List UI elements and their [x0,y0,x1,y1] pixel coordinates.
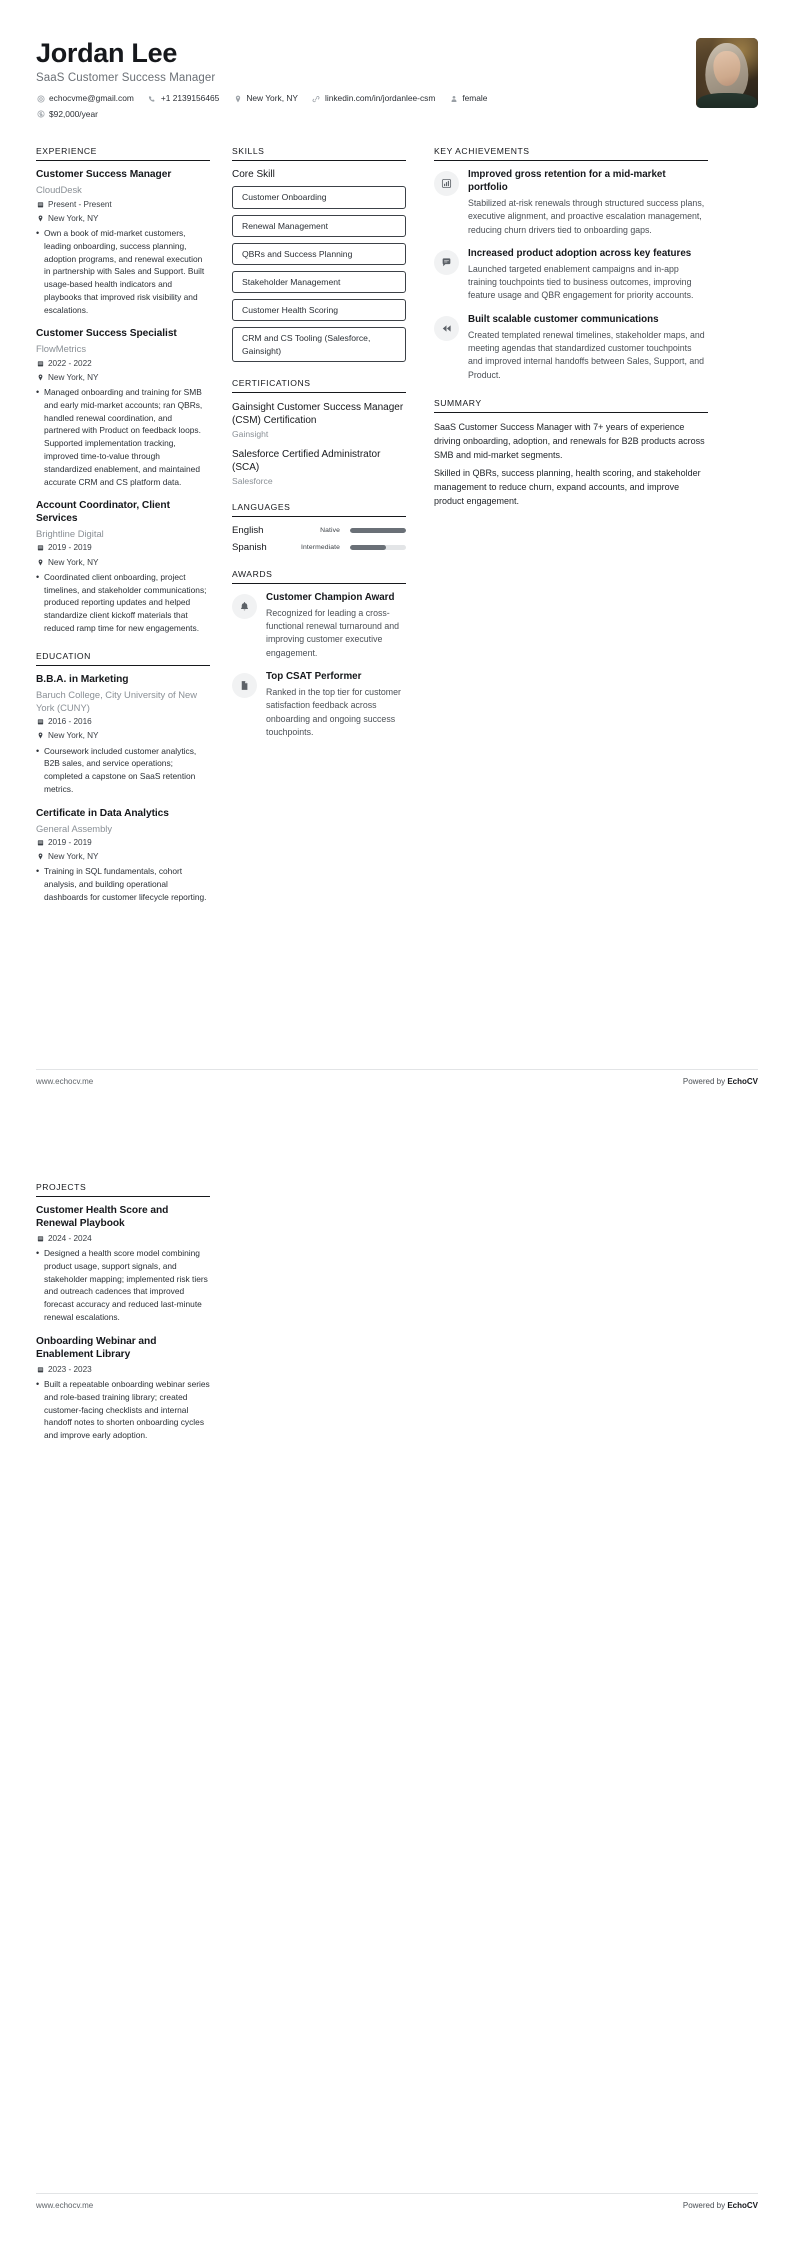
experience-location-text: New York, NY [48,372,99,382]
skill-tag[interactable]: Customer Onboarding [232,186,406,208]
resume-columns [36,146,758,919]
contact-linkedin[interactable] [312,92,435,105]
section-awards [232,569,406,739]
footer-website[interactable]: www.echocv.me [36,2201,94,2210]
language-level: Native [320,526,340,534]
experience-dates-text: 2022 - 2022 [48,358,92,368]
experience-title: Customer Success Specialist [36,328,177,340]
contact-location [233,92,298,105]
candidate-name: Jordan Lee [36,38,178,68]
contact-salary-text: $92,000/year [49,108,98,119]
education-entry [36,808,210,904]
experience-entry [36,500,210,634]
certification-item [232,448,406,486]
footer-powered-prefix: Powered by [682,2201,728,2210]
bullet-text: Managed onboarding and training for SMB and early mid-market accounts; ran QBRs, handled renewal coordination, and partnered with Product on feedback loops. Supported implementation tracking, improved time-to-value through standardized enablement, and maintained accurate CRM and CS platform data. [44,387,203,487]
experience-dates [36,357,210,370]
section-experience [36,146,210,634]
certification-issuer: Salesforce [232,475,273,486]
calendar-icon [36,718,44,726]
project-dates [36,1232,210,1245]
page-footer [36,1069,758,1086]
section-title-awards: AWARDS [232,568,273,579]
person-icon [449,94,458,103]
calendar-icon [36,1365,44,1373]
education-org: General Assembly [36,822,113,834]
location-icon [36,732,44,740]
rewind-icon [434,316,459,341]
language-name: Spanish [232,541,267,553]
experience-dates-text: 2019 - 2019 [48,543,92,553]
avatar [696,38,758,108]
experience-bullets [36,227,210,316]
project-bullets [36,1378,210,1442]
section-rule [232,516,406,517]
bullet-item [36,1378,210,1442]
contact-location-text: New York, NY [246,93,298,104]
education-dates-text: 2019 - 2019 [48,837,92,847]
experience-entry [36,328,210,488]
bar-chart-icon [434,171,459,196]
section-title-key-achievements: KEY ACHIEVEMENTS [434,146,530,157]
experience-org: FlowMetrics [36,343,87,355]
contact-email-text: echocvme@gmail.com [49,93,134,104]
section-title-education: EDUCATION [36,650,91,661]
achievement-description: Created templated renewal timelines, stakeholder maps, and meeting agendas that standardized customer touchpoints and improved internal handoffs between Sales, Support, and Product. [468,329,705,380]
skill-group-title: Core Skill [232,169,275,181]
section-title-certifications: CERTIFICATIONS [232,377,311,388]
experience-location-text: New York, NY [48,213,99,223]
education-org: Baruch College, City University of New York (CUNY) [36,688,197,713]
calendar-icon [36,1235,44,1243]
project-title: Onboarding Webinar and Enablement Library [36,1335,157,1360]
bullet-item [36,571,210,635]
resume-page-1 [0,0,794,1122]
experience-dates [36,198,210,211]
experience-org: Brightline Digital [36,528,104,540]
bullet-dot: • [36,571,40,582]
document-icon [232,673,257,698]
bullet-text: Coordinated client onboarding, project timelines, and stakeholder communications; produced reporting updates and helped standardize client kickoff materials that reduced ramp time for new engagements. [44,571,207,633]
experience-org: CloudDesk [36,184,82,196]
bullet-text: Own a book of mid-market customers, leading onboarding, success planning, adoption programs, and renewal execution in partnership with Sales and Support. Built usage-based health indicators and playbooks that improved risk visibility and escalations. [44,228,205,315]
contact-list [36,92,556,120]
project-bullets [36,1247,210,1324]
section-rule [232,160,406,161]
contact-gender [449,92,487,105]
award-title: Customer Champion Award [266,591,395,603]
summary-paragraph: Skilled in QBRs, success planning, health scoring, and stakeholder management to reduce churn, expand accounts, and improve product engagement. [434,468,701,506]
experience-dates-text: Present - Present [48,199,112,209]
section-rule [36,160,210,161]
achievement-title: Built scalable customer communications [468,313,659,325]
contact-linkedin-text: linkedin.com/in/jordanlee-csm [324,93,436,104]
skill-tag[interactable]: Stakeholder Management [232,271,406,293]
bullet-dot: • [36,1248,40,1259]
award-description: Recognized for leading a cross-functional renewal turnaround and improving customer executive engagement. [266,607,400,658]
experience-location [36,212,210,225]
phone-icon [148,94,157,103]
bullet-text: Built a repeatable onboarding webinar series and role-based training library; created customer-facing checklists and internal handoff notes to shorten onboarding cycles and improve early adoption. [44,1378,210,1441]
bullet-item [36,865,210,903]
location-icon [36,214,44,222]
link-icon [312,94,321,103]
contact-phone[interactable] [148,92,219,105]
award-item [232,671,406,739]
experience-bullets [36,386,210,488]
salary-icon [36,110,45,119]
location-icon [36,558,44,566]
award-item [232,592,406,660]
achievement-description: Launched targeted enablement campaigns and in-app training touchpoints tied to business outcomes, improving feature usage and QBR engagement for priority accounts. [468,263,694,301]
award-title: Top CSAT Performer [266,671,362,683]
bullet-text: Training in SQL fundamentals, cohort analysis, and building operational dashboards for customer lifecycle reporting. [44,866,207,902]
bullet-item [36,227,210,316]
summary-paragraph: SaaS Customer Success Manager with 7+ years of experience driving onboarding, adoption, and renewals for B2B products across SMB and mid-market segments. [434,421,705,460]
calendar-icon [36,200,44,208]
achievement-item [434,169,708,237]
education-title: B.B.A. in Marketing [36,673,129,685]
education-title: Certificate in Data Analytics [36,807,169,819]
footer-website[interactable]: www.echocv.me [36,1077,94,1086]
section-rule [36,665,210,666]
section-title-skills: SKILLS [232,146,265,157]
project-dates-text: 2023 - 2023 [48,1364,92,1374]
education-bullets [36,865,210,903]
education-entry [36,674,210,796]
section-rule [232,392,406,393]
experience-entry [36,169,210,316]
language-proficiency-bar [350,528,406,533]
education-location-text: New York, NY [48,852,99,862]
contact-salary [36,108,98,121]
contact-email[interactable] [36,92,134,105]
contact-phone-text: +1 2139156465 [160,93,220,104]
project-title: Customer Health Score and Renewal Playbook [36,1205,169,1229]
skill-tag[interactable]: CRM and CS Tooling (Salesforce, Gainsight) [232,327,406,361]
section-education [36,651,210,904]
bullet-text: Coursework included customer analytics, B2B sales, and service operations; completed a capstone on SaaS retention metrics. [44,745,197,794]
skill-tag[interactable]: QBRs and Success Planning [232,243,406,265]
experience-location-text: New York, NY [48,557,99,567]
section-projects [36,1182,210,1442]
footer-brand [683,1077,758,1086]
achievement-description: Stabilized at-risk renewals through structured success plans, executive alignment, and proactive escalation management, reducing churn drivers tied to onboarding gaps. [468,197,705,235]
section-rule [232,583,406,584]
language-level: Intermediate [301,543,340,551]
achievement-title: Increased product adoption across key features [468,248,692,259]
section-summary [434,398,708,509]
award-description: Ranked in the top tier for customer satisfaction feedback across onboarding and ongoing success touchpoints. [266,686,401,737]
location-icon [36,853,44,861]
language-proficiency-bar [350,545,406,550]
bullet-item [36,745,210,796]
footer-brand-name: EchoCV [727,1077,758,1086]
resume-page-2 [0,1122,794,2246]
education-location-text: New York, NY [48,731,99,741]
section-title-experience: EXPERIENCE [36,146,97,157]
skill-tag[interactable]: Renewal Management [232,215,406,237]
section-rule [434,160,708,161]
achievement-item [434,248,708,303]
language-row [232,542,406,553]
footer-brand [683,2201,758,2210]
section-title-summary: SUMMARY [434,397,482,408]
education-location [36,729,210,742]
certification-item [232,401,406,439]
language-row [232,525,406,536]
section-rule [434,412,708,413]
bullet-dot: • [36,1378,40,1389]
footer-powered-prefix: Powered by [682,1077,728,1086]
column-right [434,146,708,524]
education-bullets [36,745,210,796]
project-entry [36,1336,210,1442]
project-entry [36,1205,210,1324]
section-key-achievements [434,146,708,382]
email-icon [36,94,45,103]
bell-icon [232,594,257,619]
project-dates-text: 2024 - 2024 [48,1233,92,1243]
achievement-item [434,314,708,382]
skill-tag[interactable]: Customer Health Scoring [232,299,406,321]
bullet-dot: • [36,866,40,877]
bullet-item [36,386,210,488]
section-title-projects: PROJECTS [36,1182,87,1192]
bullet-text: Designed a health score model combining product usage, support signals, and stakeholder mapping; implemented risk tiers and outreach cadences that improved forecast accuracy and reduced last-minute renewal escalations. [44,1248,208,1323]
education-dates [36,836,210,849]
chat-icon [434,250,459,275]
section-certifications [232,378,406,486]
page-footer [36,2193,758,2210]
contact-gender-text: female [462,93,488,104]
experience-title: Customer Success Manager [36,169,172,181]
experience-title: Account Coordinator, Client Services [36,500,170,525]
calendar-icon [36,359,44,367]
footer-brand-name: EchoCV [727,2201,758,2210]
location-icon [233,94,242,103]
education-location [36,850,210,863]
experience-dates [36,541,210,554]
achievement-title: Improved gross retention for a mid-market portfolio [468,169,666,194]
education-dates-text: 2016 - 2016 [48,717,92,726]
bullet-dot: • [36,745,40,756]
certification-name: Salesforce Certified Administrator (SCA) [232,448,381,473]
section-languages [232,502,406,553]
column-left [36,146,210,919]
certification-name: Gainsight Customer Success Manager (CSM) Certification [232,401,404,426]
bullet-dot: • [36,387,40,398]
project-dates [36,1363,210,1376]
experience-location [36,371,210,384]
calendar-icon [36,838,44,846]
experience-bullets [36,571,210,635]
language-name: English [232,524,264,536]
candidate-headline: SaaS Customer Success Manager [36,72,216,85]
certification-issuer: Gainsight [232,428,269,439]
section-rule [36,1196,210,1197]
resume-header [36,30,758,120]
section-title-languages: LANGUAGES [232,501,291,512]
experience-location [36,556,210,569]
bullet-dot: • [36,228,40,239]
bullet-item [36,1247,210,1324]
education-dates [36,715,210,728]
location-icon [36,374,44,382]
column-middle [232,146,406,755]
calendar-icon [36,544,44,552]
section-skills [232,146,406,361]
